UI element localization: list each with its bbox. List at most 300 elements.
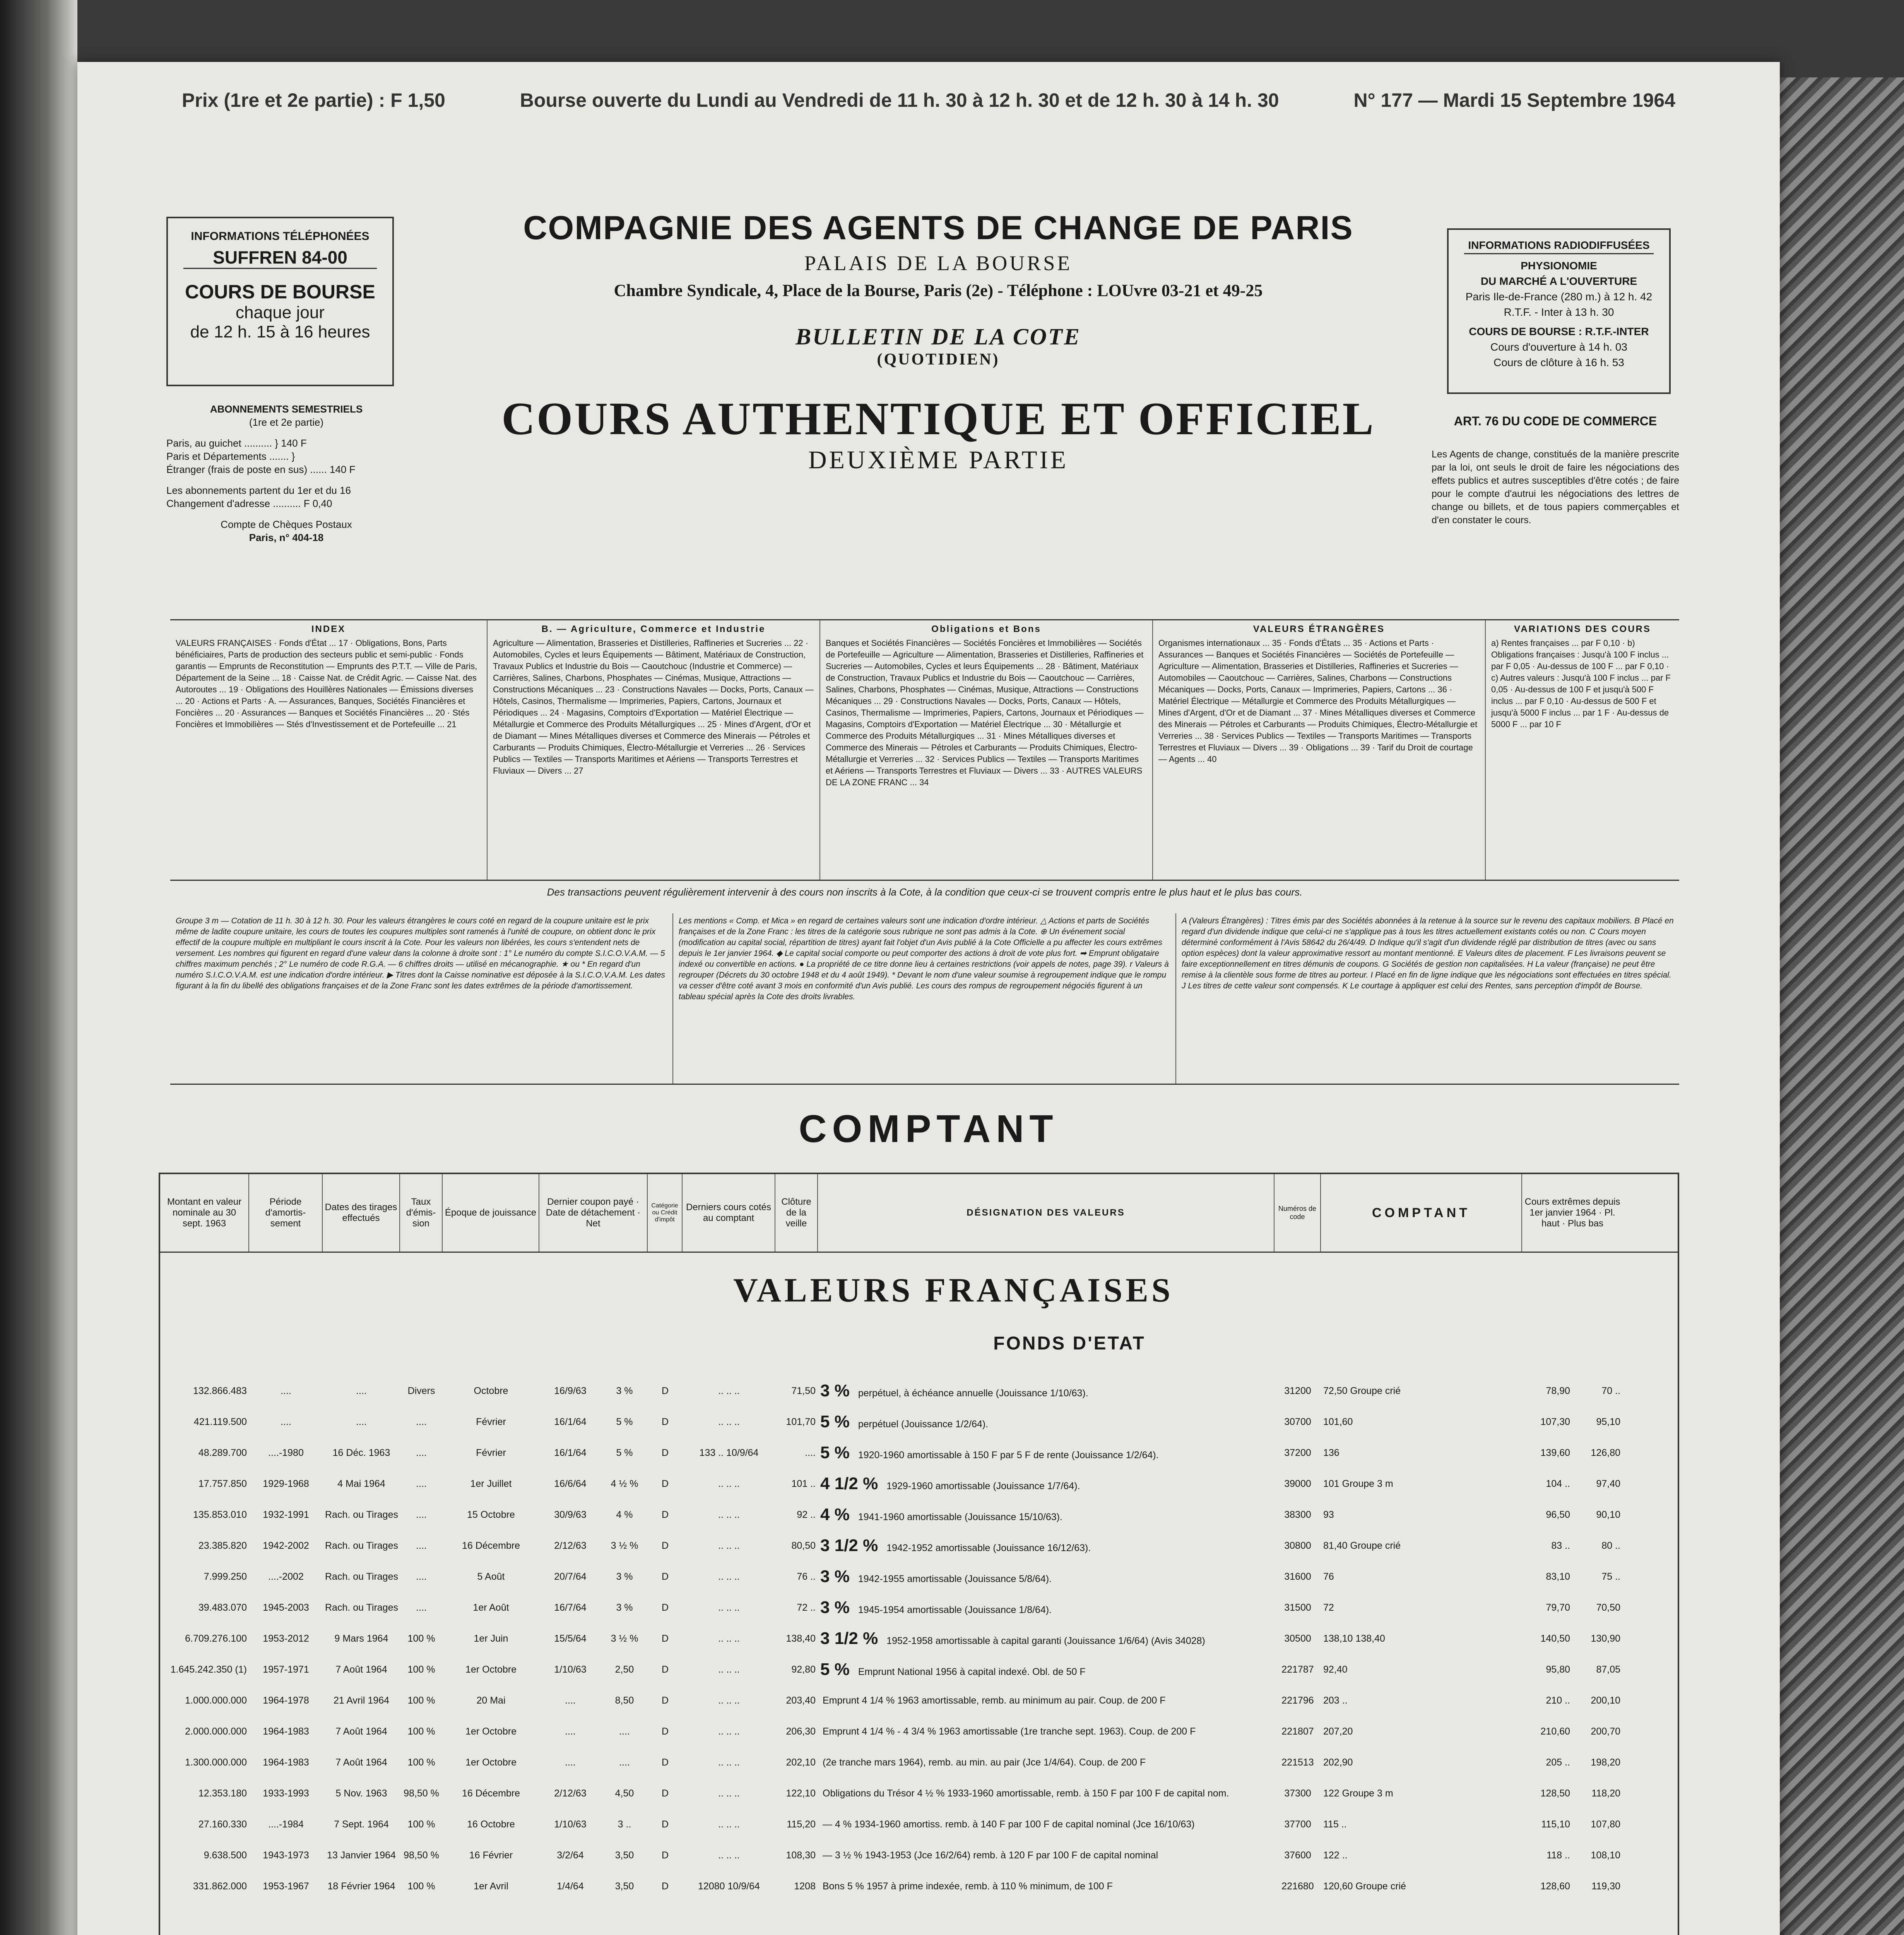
subscriptions (166, 402, 406, 544)
col-header: Période d'amortis-sement (249, 1174, 323, 1252)
cell-taux: 98,50 % (404, 1849, 439, 1861)
main-title: COURS AUTHENTIQUE ET OFFICIEL (501, 393, 1375, 444)
cell-comptant: 93 (1323, 1509, 1334, 1520)
radio-line: PHYSIONOMIE (1521, 260, 1597, 272)
cell-cat: D (661, 1726, 669, 1737)
col-header: Époque de jouissance (443, 1174, 539, 1252)
cell-bas: 130,90 (1591, 1633, 1620, 1644)
cell-veille: 108,30 (786, 1849, 816, 1861)
cell-veille: 206,30 (786, 1726, 816, 1737)
cell-taux: 100 % (407, 1664, 435, 1675)
cell-dates: 5 Nov. 1963 (335, 1788, 387, 1799)
index-col-title: VARIATIONS DES COURS (1514, 624, 1651, 634)
index-text: Organismes internationaux ... 35 · Fonds d'États ... 35 · Actions et Parts · Assurances — Banques et Sociétés Financières — Sociétés de Portefeuille — Agriculture — Alimentation, Brasseries et Distilleries, Raffineries et Sucreries — Automobiles — Caoutchouc — Carrières, Salines, Charbons — Constructions Mécaniques — Docks, Ports, Canaux — Imprimeries, Papiers, Cartons ... 36 · Matériel Électrique — Métallurgie et Commerce des Produits Métallurgiques — Mines d'Argent, d'Or et de Diamant ... 37 · Mines Métalliques diverses et Commerce des Minerais — Pétroles et Carburants — Produits Chimiques, Électro-Métallurgie et Verreries ... 38 · Services Publics — Textiles — Transports Maritimes — Transports Terrestres et Fluviaux — Divers ... 39 · Obligations ... 39 · Tarif du Droit de courtage — Agents ... 40 (1158, 638, 1478, 764)
cell-periode: 1929-1968 (263, 1478, 309, 1489)
cell-cat: D (661, 1478, 669, 1489)
subs-title: ABONNEMENTS SEMESTRIELS (210, 403, 363, 415)
cell-epoque: 5 Août (477, 1571, 505, 1582)
cell-taux: 100 % (407, 1633, 435, 1644)
cell-coupon: 16/7/64 (554, 1602, 587, 1613)
cell-comptant: 92,40 (1323, 1664, 1348, 1675)
cell-cours: .. .. .. (718, 1695, 740, 1706)
cell-comptant: 202,90 (1323, 1757, 1353, 1768)
designation-text: Emprunt 4 1/4 % 1963 amortissable, remb. au minimum au pair. Coup. de 200 F (823, 1695, 1166, 1706)
notes-col: A (Valeurs Étrangères) : Titres émis par des Sociétés abonnées à la retenue à la source sur le revenu des capitaux mobiliers. B Placé en regard d'un dividende indique que celui-ci ne s'applique pas à tous les titres actuellement existants cotés ou non. C Cours moyen déterminé conformément à l'Avis 58642 du 26/4/49. D Indique qu'il s'agit d'un dividende réglé par distribution de titres (avec ou sans option espèces) dont la valeur approximative ressort au montant mentionné. E Valeurs dites de placement. F Les livraisons peuvent se faire exceptionnellement en titres démunis de coupons. G Sociétés de gestion non capitalisées. H La valeur (française) ne peut être remise à la clientèle sous forme de titres au porteur. I Placé en fin de ligne indique que les négociations sont effectuées en titres spécial. J Les titres de cette valeur sont compensés. K Le courtage à appliquer est celui des Rentes, sans perception d'impôt de Bourse. (1182, 916, 1674, 990)
price-label: Prix (1re et 2e partie) : F 1,50 (182, 89, 445, 111)
phone-number: SUFFREN 84-00 (183, 247, 377, 269)
index-title: INDEX (311, 624, 346, 634)
cell-designation (818, 1474, 1274, 1493)
cell-periode: ....-1980 (268, 1447, 304, 1458)
cell-montant: 1.645.242.350 (1) (170, 1664, 247, 1675)
cell-periode: 1953-2012 (263, 1633, 309, 1644)
cell-dates: 21 Avril 1964 (333, 1695, 390, 1706)
cell-cours: 12080 10/9/64 (698, 1880, 760, 1892)
cell-taux: .... (416, 1571, 427, 1582)
cell-designation (818, 1660, 1274, 1679)
table-header (160, 1174, 1678, 1253)
cell-epoque: 16 Octobre (467, 1819, 515, 1830)
cell-taux: Divers (407, 1385, 435, 1396)
cell-cat: D (661, 1849, 669, 1861)
cell-montant: 1.000.000.000 (185, 1695, 247, 1706)
cell-comptant: 207,20 (1323, 1726, 1353, 1737)
rate-label: 3 1/2 % (820, 1629, 878, 1648)
phone-info-title: INFORMATIONS TÉLÉPHONÉES (191, 230, 370, 243)
cell-montant: 9.638.500 (204, 1849, 247, 1861)
cell-designation (818, 1598, 1274, 1617)
col-header: Cours extrêmes depuis 1er janvier 1964 · Pl. haut · Plus bas (1524, 1197, 1620, 1229)
cell-comptant: 101,60 (1323, 1416, 1353, 1427)
cell-epoque: 16 Février (469, 1849, 513, 1861)
cell-cours: 133 .. 10/9/64 (699, 1447, 759, 1458)
cell-cours: .. .. .. (718, 1385, 740, 1396)
cell-bas: 126,80 (1591, 1447, 1620, 1458)
cell-taux: 100 % (407, 1726, 435, 1737)
cell-designation (818, 1726, 1274, 1737)
cell-cours: .. .. .. (718, 1509, 740, 1520)
cell-net: 3,50 (615, 1849, 634, 1861)
cell-cours: .. .. .. (718, 1819, 740, 1830)
cell-epoque: Février (476, 1447, 506, 1458)
cell-epoque: 1er Octobre (465, 1757, 517, 1768)
index-col-title: B. — Agriculture, Commerce et Industrie (541, 624, 766, 634)
designation-text: Emprunt National 1956 à capital indexé. Obl. de 50 F (858, 1666, 1086, 1677)
cell-haut: 104 .. (1546, 1478, 1570, 1489)
cell-designation (818, 1536, 1274, 1555)
designation-text: 1952-1958 amortissable à capital garanti (Jouissance 1/6/64) (Avis 34028) (886, 1635, 1205, 1646)
cell-coupon: 15/5/64 (554, 1633, 587, 1644)
cell-comptant: 76 (1323, 1571, 1334, 1582)
cell-cat: D (661, 1571, 669, 1582)
subs-line: Compte de Chèques Postaux (221, 519, 352, 530)
quotidien-label: (QUOTIDIEN) (877, 351, 1000, 368)
cell-veille: 203,40 (786, 1695, 816, 1706)
cell-taux: .... (416, 1447, 427, 1458)
cell-bas: 108,10 (1591, 1849, 1620, 1861)
cell-veille: 1208 (794, 1880, 816, 1892)
cell-cat: D (661, 1416, 669, 1427)
cell-haut: 96,50 (1546, 1509, 1570, 1520)
designation-text: 1920-1960 amortissable à 150 F par 5 F de rente (Jouissance 1/2/64). (858, 1450, 1159, 1461)
cell-code: 38300 (1284, 1509, 1311, 1520)
cell-net: 5 % (616, 1416, 633, 1427)
radio-line: COURS DE BOURSE : R.T.F.-INTER (1469, 325, 1649, 337)
subs-line: Paris et Départements ....... } (166, 450, 295, 462)
cell-coupon: 1/4/64 (557, 1880, 584, 1892)
subs-line: Étranger (frais de poste en sus) ...... 140 F (166, 464, 356, 475)
cell-net: 2,50 (615, 1664, 634, 1675)
cell-code: 30500 (1284, 1633, 1311, 1644)
cell-code: 31600 (1284, 1571, 1311, 1582)
art76-title: ART. 76 DU CODE DE COMMERCE (1454, 414, 1657, 428)
designation-text: (2e tranche mars 1964), remb. au min. au pair (Jce 1/4/64). Coup. de 200 F (823, 1757, 1146, 1768)
cell-designation (818, 1412, 1274, 1432)
cell-bas: 200,70 (1591, 1726, 1620, 1737)
cell-veille: 71,50 (791, 1385, 816, 1396)
cell-dates: Rach. ou Tirages (325, 1571, 398, 1582)
designation-text: 1929-1960 amortissable (Jouissance 1/7/64). (886, 1481, 1080, 1491)
col-header: Taux d'émis-sion (400, 1174, 443, 1252)
col-header: COMPTANT (1321, 1174, 1522, 1252)
cell-cours: .. .. .. (718, 1757, 740, 1768)
cell-designation (818, 1695, 1274, 1706)
top-info-line (182, 89, 1675, 111)
cell-comptant: 81,40 Groupe crié (1323, 1540, 1401, 1551)
cell-periode: 1943-1973 (263, 1849, 309, 1861)
cell-bas: 198,20 (1591, 1757, 1620, 1768)
cell-haut: 79,70 (1546, 1602, 1570, 1613)
cell-code: 37700 (1284, 1819, 1311, 1830)
cell-bas: 97,40 (1596, 1478, 1620, 1489)
cell-epoque: 1er Avril (474, 1880, 508, 1892)
cell-dates: 7 Août 1964 (335, 1757, 387, 1768)
cell-coupon: 2/12/63 (554, 1788, 587, 1799)
cell-dates: 18 Février 1964 (327, 1880, 395, 1892)
table-row (160, 1530, 1678, 1561)
rate-label: 4 1/2 % (820, 1474, 878, 1493)
subs-line: Changement d'adresse .......... F 0,40 (166, 498, 332, 509)
cell-coupon: 20/7/64 (554, 1571, 587, 1582)
designation-text: 1942-1952 amortissable (Jouissance 16/12/63). (886, 1543, 1091, 1553)
quotes-table (159, 1173, 1679, 1935)
daily-hours: de 12 h. 15 à 16 heures (190, 322, 370, 341)
art76-text: Les Agents de change, constitués de la manière prescrite par la loi, ont seuls le droit de faire les négociations des effets publics et autres susceptibles d'être cotés ; de faire pour le compte d'autrui les négociations des lettres de change ou billets, et de tous papiers commerçables et d'en constater le cours. (1432, 449, 1679, 526)
cell-haut: 78,90 (1546, 1385, 1570, 1396)
cell-periode: 1933-1993 (263, 1788, 309, 1799)
subs-line: Les abonnements partent du 1er et du 16 (166, 485, 351, 496)
table-row (160, 1437, 1678, 1468)
cell-comptant: 72 (1323, 1602, 1334, 1613)
cell-haut: 128,50 (1540, 1788, 1570, 1799)
cell-coupon: 1/10/63 (554, 1819, 587, 1830)
cell-cat: D (661, 1633, 669, 1644)
palais-label: PALAIS DE LA BOURSE (804, 252, 1073, 275)
cell-montant: 135.853.010 (193, 1509, 247, 1520)
cell-coupon: 2/12/63 (554, 1540, 587, 1551)
index-text: a) Rentes françaises ... par F 0,10 · b) Obligations françaises : Jusqu'à 100 F inclus ... par F 0,05 · Au-dessus de 100 F ... par F 0,10 · c) Autres valeurs : Jusqu'à 100 F inclus ... par F 0,05 · Au-dessus de 100 F et jusqu'à 500 F inclus ... par F 0,10 · Au-dessus de 500 F et jusqu'à 5000 F inclus ... par 1 F · Au-dessus de 5000 F ... par 10 F (1491, 638, 1671, 729)
table-row (160, 1871, 1678, 1902)
cell-taux: .... (416, 1478, 427, 1489)
cell-designation (818, 1381, 1274, 1401)
cell-designation (818, 1850, 1274, 1861)
cell-net: 4,50 (615, 1788, 634, 1799)
cell-code: 221796 (1281, 1695, 1314, 1706)
cell-cat: D (661, 1602, 669, 1613)
cell-comptant: 120,60 Groupe crié (1323, 1880, 1406, 1892)
cell-veille: 76 .. (797, 1571, 816, 1582)
cell-periode: 1945-2003 (263, 1602, 309, 1613)
table-row (160, 1499, 1678, 1530)
index-col-title: VALEURS ÉTRANGÈRES (1253, 624, 1385, 634)
cell-net: 3 ½ % (611, 1540, 638, 1551)
cell-dates: 16 Déc. 1963 (332, 1447, 390, 1458)
cell-montant: 132.866.483 (193, 1385, 247, 1396)
cell-periode: 1957-1971 (263, 1664, 309, 1675)
subs-line: Paris, au guichet .......... } 140 F (166, 437, 307, 449)
fonds-etat-title: FONDS D'ETAT (993, 1333, 1146, 1354)
designation-text: 1945-1954 amortissable (Jouissance 1/8/64). (858, 1605, 1052, 1615)
cell-cours: .. .. .. (718, 1416, 740, 1427)
designation-text: Bons 5 % 1957 à prime indexée, remb. à 110 % minimum, de 100 F (823, 1880, 1113, 1892)
notes-col: Les mentions « Comp. et Mica » en regard de certaines valeurs sont une indication d'ordre intérieur. △ Actions et parts de Sociétés françaises et de la Zone Franc : les titres de la catégorie sous rubrique ne sont pas admis à la Cote. ⊕ Un événement social (modification au capital social, répartition de titres) ayant fait l'objet d'un Avis publié à la Cote Officielle a pu affecter les cours extrêmes depuis le 1er janvier 1964. ◆ Le capital social comporte ou peut comporter des actions à droit de vote plus fort. ➡ Emprunt obligataire indexé ou convertible en actions. ● La propriété de ce titre donne lieu à certaines restrictions (voir appels de notes, page 39). r Valeurs à regrouper (Décrets du 30 octobre 1948 et du 4 août 1949). * Devant le nom d'une valeur soumise à regroupement indique que le rompu va cesser d'être coté avant 3 mois en conformité d'un Avis publié. Les cours des rompus de regroupement négociés figurent à un tableau spécial après la Cote des droits livrables. (673, 913, 1176, 1084)
cell-coupon: 1/10/63 (554, 1664, 587, 1675)
cell-cat: D (661, 1509, 669, 1520)
cell-epoque: 16 Décembre (462, 1788, 520, 1799)
cell-bas: 90,10 (1596, 1509, 1620, 1520)
cell-taux: 100 % (407, 1695, 435, 1706)
cell-veille: 138,40 (786, 1633, 816, 1644)
rate-label: 3 % (820, 1381, 850, 1400)
cell-epoque: 15 Octobre (467, 1509, 515, 1520)
cell-cat: D (661, 1447, 669, 1458)
part-label: DEUXIÈME PARTIE (808, 446, 1069, 474)
cell-haut: 139,60 (1540, 1447, 1570, 1458)
cell-net: .... (619, 1757, 630, 1768)
cell-taux: .... (416, 1540, 427, 1551)
cell-haut: 140,50 (1540, 1633, 1570, 1644)
cell-haut: 128,60 (1540, 1880, 1570, 1892)
table-row (160, 1592, 1678, 1623)
table-row (160, 1778, 1678, 1809)
cell-epoque: 1er Juillet (470, 1478, 512, 1489)
cell-veille: 92 .. (797, 1509, 816, 1520)
cell-cours: .. .. .. (718, 1602, 740, 1613)
index-text: Agriculture — Alimentation, Brasseries et Distilleries, Raffineries et Sucreries ... 22 · Automobiles, Cycles et leurs Équipements — Bâtiment, Matériaux de Construction, Travaux Publics et Industrie du Bois — Caoutchouc (Industrie et Commerce) — Carrières, Salines, Charbons, Phosphates — Cinémas, Musique, Attractions — Constructions Mécaniques ... 23 · Constructions Navales — Docks, Ports, Canaux — Hôtels, Casinos, Thermalisme — Imprimeries, Papiers, Cartons, Journaux et Périodiques ... 24 · Magasins, Comptoirs d'Exportation — Matériel Électrique — Métallurgie et Commerce des Produits Métallurgiques ... 25 · Mines d'Argent, d'Or et de Diamant — Mines Métalliques diverses et Commerce des Minerais — Pétroles et Carburants — Produits Chimiques, Électro-Métallurgie et Verreries ... 26 · Services Publics — Textiles — Transports Maritimes et Aériens — Transports Terrestres et Fluviaux — Divers ... 27 (493, 638, 814, 776)
table-row (160, 1468, 1678, 1499)
cell-cat: D (661, 1664, 669, 1675)
designation-text: perpétuel (Jouissance 1/2/64). (858, 1419, 989, 1430)
designation-text: 1941-1960 amortissable (Jouissance 15/10/63). (858, 1512, 1062, 1522)
cell-montant: 1.300.000.000 (185, 1757, 247, 1768)
index-col-foreign (1153, 620, 1486, 880)
rate-label: 3 % (820, 1567, 850, 1586)
cell-net: 8,50 (615, 1695, 634, 1706)
radio-line: R.T.F. - Inter à 13 h. 30 (1504, 306, 1614, 318)
cell-cours: .. .. .. (718, 1849, 740, 1861)
table-row (160, 1809, 1678, 1840)
designation-text: Emprunt 4 1/4 % - 4 3/4 % 1963 amortissable (1re tranche sept. 1963). Coup. de 200 F (823, 1726, 1196, 1737)
rate-label: 5 % (820, 1660, 850, 1679)
designation-text: — 4 % 1934-1960 amortiss. remb. à 140 F par 100 F de capital nominal (Jce 16/10/63) (823, 1819, 1195, 1830)
cell-periode: 1932-1991 (263, 1509, 309, 1520)
cell-haut: 115,10 (1541, 1819, 1570, 1830)
cell-designation (818, 1629, 1274, 1648)
cell-montant: 48.289.700 (198, 1447, 247, 1458)
cell-code: 221807 (1281, 1726, 1314, 1737)
index-col-agri (488, 620, 820, 880)
table-body (160, 1375, 1678, 1902)
col-header: Clôture de la veille (775, 1174, 818, 1252)
cell-veille: 101,70 (786, 1416, 816, 1427)
cell-comptant: 122 Groupe 3 m (1323, 1788, 1393, 1799)
col-header: Numéros de code (1274, 1174, 1321, 1252)
cell-cours: .. .. .. (718, 1478, 740, 1489)
cell-epoque: 1er Juin (474, 1633, 508, 1644)
index-col-title: Obligations et Bons (931, 624, 1041, 634)
cell-taux: .... (416, 1416, 427, 1427)
cell-net: 3 .. (618, 1819, 631, 1830)
company-name: COMPAGNIE DES AGENTS DE CHANGE DE PARIS (523, 209, 1353, 247)
masthead (426, 209, 1451, 475)
daily-label: chaque jour (236, 303, 325, 322)
cell-taux: 100 % (407, 1757, 435, 1768)
cell-coupon: 16/1/64 (554, 1416, 587, 1427)
table-row (160, 1685, 1678, 1716)
cell-montant: 39.483.070 (198, 1602, 247, 1613)
cell-comptant: 136 (1323, 1447, 1339, 1458)
col-header: DÉSIGNATION DES VALEURS (818, 1174, 1274, 1252)
cell-montant: 7.999.250 (204, 1571, 247, 1582)
cell-coupon: 16/9/63 (554, 1385, 587, 1396)
cell-montant: 23.385.820 (198, 1540, 247, 1551)
cell-comptant: 101 Groupe 3 m (1323, 1478, 1393, 1489)
table-row (160, 1654, 1678, 1685)
cell-dates: 7 Août 1964 (335, 1726, 387, 1737)
radio-line: Cours de clôture à 16 h. 53 (1493, 356, 1624, 368)
cell-bas: 70 .. (1601, 1385, 1620, 1396)
phone-info-box (166, 217, 394, 386)
designation-text: 1942-1955 amortissable (Jouissance 5/8/64). (858, 1574, 1052, 1584)
cell-epoque: 1er Octobre (465, 1726, 517, 1737)
cell-haut: 95,80 (1546, 1664, 1570, 1675)
cell-bas: 80 .. (1601, 1540, 1620, 1551)
cell-periode: 1964-1983 (263, 1726, 309, 1737)
rate-label: 5 % (820, 1412, 850, 1431)
cell-periode: .... (281, 1416, 291, 1427)
cell-net: 3 % (616, 1385, 633, 1396)
cell-net: .... (619, 1726, 630, 1737)
cell-code: 221513 (1281, 1757, 1314, 1768)
cell-designation (818, 1443, 1274, 1462)
rate-label: 3 % (820, 1598, 850, 1617)
cell-net: 3 % (616, 1602, 633, 1613)
cell-veille: 101 .. (791, 1478, 816, 1489)
cell-coupon: .... (565, 1695, 576, 1706)
cell-montant: 2.000.000.000 (185, 1726, 247, 1737)
col-header: Catégorie ou Crédit d'impôt (648, 1174, 683, 1252)
cell-taux: .... (416, 1602, 427, 1613)
table-row (160, 1561, 1678, 1592)
cell-designation (818, 1505, 1274, 1524)
marbled-page-edge (1780, 77, 1904, 1935)
designation-text: Obligations du Trésor 4 ½ % 1933-1960 amortissable, remb. à 150 F par 100 F de capital nom. (823, 1788, 1229, 1799)
subs-sub: (1re et 2e partie) (249, 416, 324, 428)
radio-line: DU MARCHÉ A L'OUVERTURE (1480, 275, 1637, 287)
cell-veille: 202,10 (786, 1757, 816, 1768)
cell-taux: 98,50 % (404, 1788, 439, 1799)
cell-bas: 75 .. (1601, 1571, 1620, 1582)
col-header: Derniers cours cotés au comptant (683, 1174, 775, 1252)
cell-cat: D (661, 1788, 669, 1799)
cell-periode: .... (281, 1385, 291, 1396)
table-row (160, 1840, 1678, 1871)
cell-epoque: 16 Décembre (462, 1540, 520, 1551)
cell-veille: 92,80 (791, 1664, 816, 1675)
cell-code: 221680 (1281, 1880, 1314, 1892)
cell-bas: 87,05 (1596, 1664, 1620, 1675)
radio-info-box (1447, 228, 1671, 394)
cell-cat: D (661, 1385, 669, 1396)
cours-bourse-label: COURS DE BOURSE (185, 281, 375, 303)
subs-line: Paris, n° 404-18 (249, 532, 324, 543)
table-row (160, 1375, 1678, 1406)
table-row (160, 1623, 1678, 1654)
cell-periode: ....-1984 (268, 1819, 304, 1830)
cell-net: 3 % (616, 1571, 633, 1582)
cell-coupon: .... (565, 1757, 576, 1768)
cell-designation (818, 1788, 1274, 1799)
cell-comptant: 203 .. (1323, 1695, 1348, 1706)
table-row (160, 1747, 1678, 1778)
cell-dates: Rach. ou Tirages (325, 1540, 398, 1551)
cell-bas: 107,80 (1591, 1819, 1620, 1830)
cell-comptant: 138,10 138,40 (1323, 1633, 1385, 1644)
cell-haut: 205 .. (1546, 1757, 1570, 1768)
col-header: Dernier coupon payé · Date de détachement · Net (539, 1174, 648, 1252)
book-binding (0, 0, 77, 1935)
cell-epoque: 1er Août (473, 1602, 509, 1613)
cell-epoque: 1er Octobre (465, 1664, 517, 1675)
opening-hours: Bourse ouverte du Lundi au Vendredi de 11 h. 30 à 12 h. 30 et de 12 h. 30 à 14 h. 30 (520, 89, 1279, 111)
cell-periode: ....-2002 (268, 1571, 304, 1582)
cell-dates: .... (356, 1385, 367, 1396)
cell-code: 30700 (1284, 1416, 1311, 1427)
cell-code: 31500 (1284, 1602, 1311, 1613)
notes-section (170, 913, 1679, 1085)
section-title: COMPTANT (799, 1107, 1059, 1151)
index-text: VALEURS FRANÇAISES · Fonds d'État ... 17 · Obligations, Bons, Parts bénéficiaires, Parts de production des secteurs public et semi-public · Fonds garantis — Emprunts de Reconstitution — Emprunts des P.T.T. — Ville de Paris, Département de la Seine ... 18 · Caisse Nat. de Crédit Agric. — Caisse Nat. des Autoroutes ... 19 · Obligations des Houillères Nationales — Émissions diverses ... 20 · Actions et Parts · A. — Assurances, Banques, Sociétés Financières et Foncières ... 20 · Assurances — Banques et Sociétés Financières ... 20 · Stés Foncières et Immobilières — Stés d'Investissement et de Portefeuille ... 21 (176, 638, 477, 729)
cell-net: 3 ½ % (611, 1633, 638, 1644)
cell-haut: 83 .. (1551, 1540, 1570, 1551)
cell-montant: 331.862.000 (193, 1880, 247, 1892)
cell-comptant: 122 .. (1323, 1849, 1348, 1861)
table-row (160, 1716, 1678, 1747)
cell-bas: 119,30 (1591, 1880, 1620, 1892)
cell-periode: 1964-1978 (263, 1695, 309, 1706)
cell-montant: 6.709.276.100 (185, 1633, 247, 1644)
index-col-obligations (820, 620, 1153, 880)
rate-label: 3 1/2 % (820, 1536, 878, 1555)
cell-taux: .... (416, 1509, 427, 1520)
cell-montant: 12.353.180 (198, 1788, 247, 1799)
cell-bas: 70,50 (1596, 1602, 1620, 1613)
address-line: Chambre Syndicale, 4, Place de la Bourse, Paris (2e) - Téléphone : LOUvre 03-21 et 49-25 (614, 281, 1263, 300)
radio-line: Paris Ile-de-France (280 m.) à 12 h. 42 (1465, 291, 1653, 303)
cell-comptant: 115 .. (1323, 1819, 1347, 1830)
cell-cours: .. .. .. (718, 1664, 740, 1675)
cell-cours: .. .. .. (718, 1633, 740, 1644)
